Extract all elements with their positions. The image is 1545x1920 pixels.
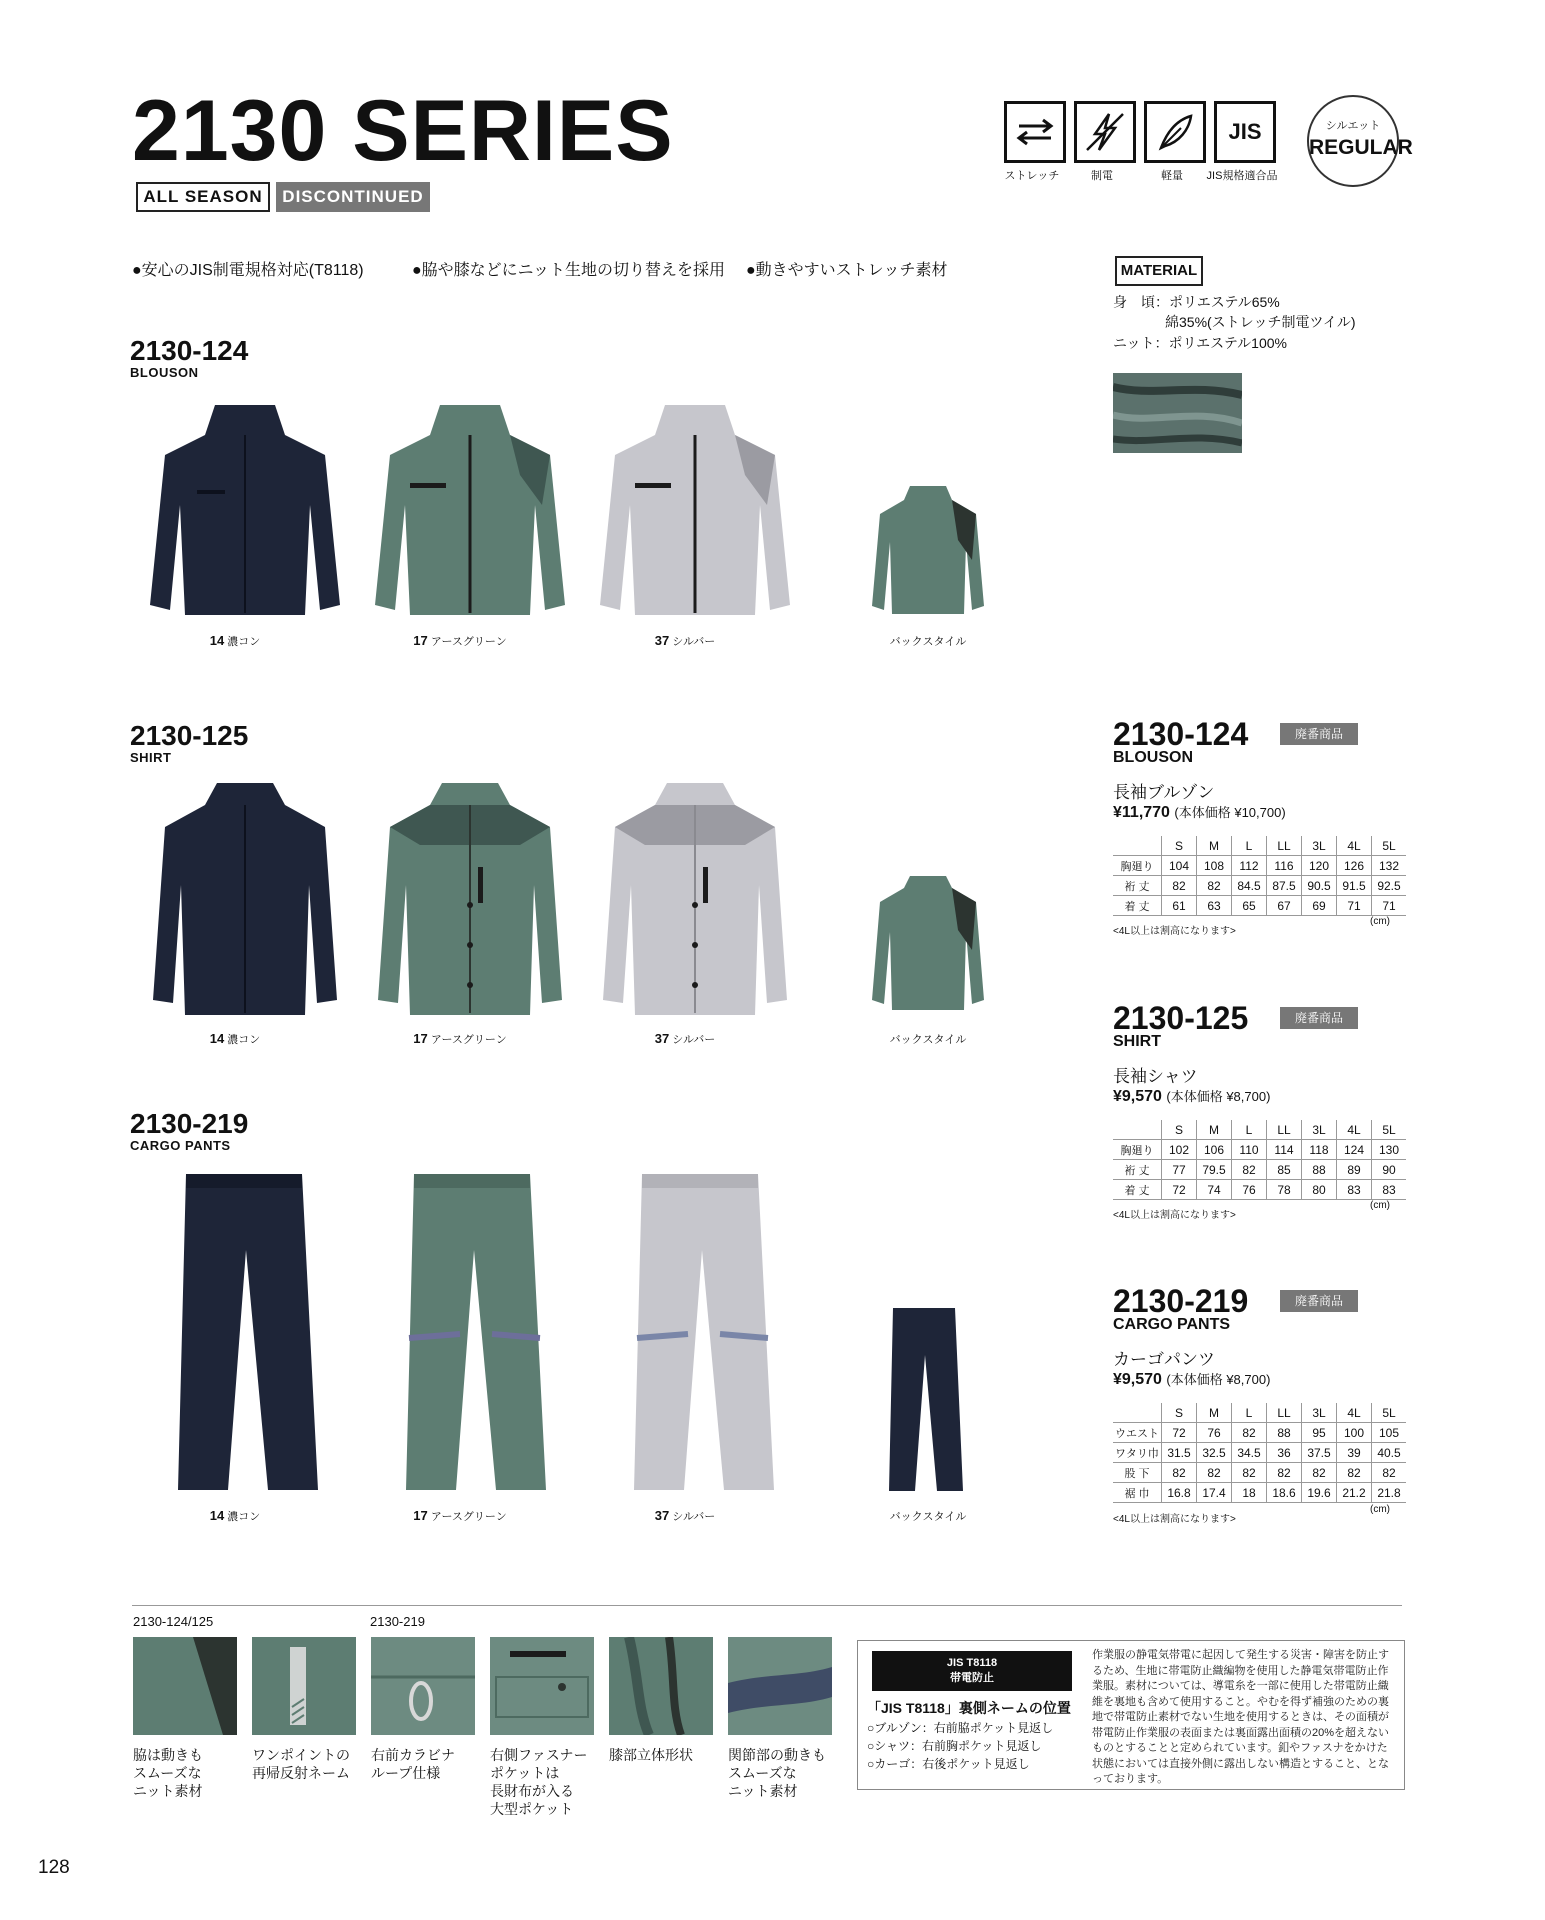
detail-divider (132, 1605, 1402, 1606)
detail-image-2 (252, 1637, 356, 1735)
caption-shirt-17: 17 アースグリーン (413, 1031, 507, 1046)
silhouette-badge (1307, 95, 1413, 187)
product-code-125: 2130-125 (1113, 1000, 1249, 1036)
product-badge-125: 廃番商品 (1280, 1007, 1358, 1029)
product-type-124: BLOUSON (1113, 749, 1193, 766)
caption-cargo-back: バックスタイル (889, 1511, 967, 1523)
product-type-219: CARGO PANTS (1113, 1316, 1231, 1333)
caption-cargo-37: 37 シルバー (654, 1508, 716, 1523)
material-line-2: 綿35%(ストレッチ制電ツイル) (1165, 314, 1356, 330)
product-price-124: ¥11,770 (本体価格 ¥10,700) (1113, 804, 1286, 821)
detail-caption-3: 右前カラビナ ループ仕様 (371, 1747, 455, 1781)
size-unit-219: (cm) (1370, 1504, 1390, 1515)
pants-green-image (400, 1170, 550, 1500)
detail-caption-5: 膝部立体形状 (609, 1747, 693, 1763)
feature-2: ●脇や膝などにニット生地の切り替えを採用 (412, 262, 726, 279)
stretch-icon (1004, 101, 1066, 163)
discontinued-tag: DISCONTINUED (276, 182, 430, 212)
caption-shirt-37: 37 シルバー (654, 1031, 716, 1046)
style-code-shirt: 2130-125 (130, 720, 249, 751)
lightweight-icon (1144, 101, 1206, 163)
product-name-219: カーゴパンツ (1113, 1350, 1215, 1369)
product-name-125: 長袖シャツ (1113, 1067, 1198, 1086)
pants-silver-image (628, 1170, 778, 1500)
jis-label-line-2: 帯電防止 (950, 1672, 994, 1684)
series-title: 2130 SERIES (132, 83, 674, 179)
size-note-125: <4L以上は割高になります> (1113, 1210, 1236, 1221)
product-price-125: ¥9,570 (本体価格 ¥8,700) (1113, 1088, 1271, 1105)
product-code-124: 2130-124 (1113, 716, 1249, 752)
shirt-back-image (868, 870, 988, 1015)
blouson-silver-image (595, 395, 795, 625)
lightweight-label: 軽量 (1161, 170, 1183, 182)
shirt-silver-image (595, 775, 795, 1020)
material-line-3: ニット：ポリエステル100% (1113, 335, 1287, 351)
page-number: 128 (38, 1857, 70, 1878)
detail-group-219: 2130-219 (370, 1614, 425, 1629)
style-type-shirt: SHIRT (130, 750, 172, 765)
shirt-green-image (370, 775, 570, 1020)
fabric-swatch (1113, 373, 1242, 453)
silhouette-label: シルエット (1325, 120, 1381, 132)
product-code-219: 2130-219 (1113, 1283, 1249, 1319)
size-table-124: S M L LL 3L 4L 5L 胸廻り 104 108 112 116 120 126 132 裄 丈 82 82 84.5 87.5 90.5 91.5 92.5 着 丈 61 63 65 67 69 71 71 (1113, 836, 1406, 916)
product-price-219: ¥9,570 (本体価格 ¥8,700) (1113, 1371, 1271, 1388)
jis-label-line-1: JIS T8118 (946, 1657, 998, 1669)
feature-3: ●動きやすいストレッチ素材 (746, 262, 948, 279)
detail-image-1 (133, 1637, 237, 1735)
pants-back-image (885, 1305, 965, 1495)
jis-title: 「JIS T8118」裏側ネームの位置 (867, 1700, 1071, 1716)
antistatic-label: 制電 (1091, 170, 1113, 182)
pants-navy-image (172, 1170, 322, 1500)
product-name-124: 長袖ブルゾン (1113, 783, 1215, 802)
jis-icon: JIS (1214, 101, 1276, 163)
caption-blouson-17: 17 アースグリーン (413, 633, 507, 648)
stretch-label: ストレッチ (1004, 170, 1060, 182)
size-table-219: S M L LL 3L 4L 5L ウエスト 72 76 82 88 95 100 105 ワタリ巾 31.5 32.5 34.5 36 37.5 39 40.5 股 下 82 82 82 82 82 82 82 裾 巾 16.8 17.4 18 18.6 19.6 21.2 21.8 (1113, 1403, 1406, 1503)
antistatic-icon (1074, 101, 1136, 163)
material-line-1: 身 頃：ポリエステル65% (1113, 294, 1280, 310)
caption-shirt-back: バックスタイル (889, 1034, 967, 1046)
detail-group-124-125: 2130-124/125 (133, 1614, 214, 1629)
detail-image-5 (609, 1637, 713, 1735)
detail-caption-6: 関節部の動きも スムーズな ニット素材 (728, 1747, 826, 1799)
size-unit-125: (cm) (1370, 1200, 1390, 1211)
size-table-125: S M L LL 3L 4L 5L 胸廻り 102 106 110 114 118 124 130 裄 丈 77 79.5 82 85 88 89 90 着 丈 72 74 76 78 80 83 83 (1113, 1120, 1406, 1200)
season-tag: ALL SEASON (136, 182, 270, 212)
product-badge-124: 廃番商品 (1280, 723, 1358, 745)
product-badge-219: 廃番商品 (1280, 1290, 1358, 1312)
detail-image-6 (728, 1637, 832, 1735)
style-code-blouson: 2130-124 (130, 335, 249, 366)
jis-description: 作業服の静電気帯電に起因して発生する災害・障害を防止するため、生地に帯電防止織編物を使用した静電気帯電防止作業服。素材については、導電糸を一部に使用した帯電防止織維を裏地も含めて使用すること。やむを得ず補強のための裏地で帯電防止素材でない生地を使用するときは、その面積が帯電防止作業服の表面または裏面露出面積の20%を超えないものとすることと定められています。釦やファスナをかけた状態においては直接外側に露出しない構造とすること、となっております。 (1092, 1649, 1390, 1785)
style-code-cargo: 2130-219 (130, 1108, 249, 1139)
size-note-124: <4L以上は割高になります> (1113, 926, 1236, 937)
size-note-219: <4L以上は割高になります> (1113, 1514, 1236, 1525)
product-type-125: SHIRT (1113, 1033, 1161, 1050)
detail-caption-1: 脇は動きも スムーズな ニット素材 (133, 1747, 203, 1799)
blouson-navy-image (145, 395, 345, 625)
caption-blouson-14: 14 濃コン (209, 633, 261, 648)
material-heading: MATERIAL (1115, 256, 1203, 286)
caption-cargo-17: 17 アースグリーン (413, 1508, 507, 1523)
shirt-navy-image (145, 775, 345, 1020)
caption-cargo-14: 14 濃コン (209, 1508, 261, 1523)
feature-1: ●安心のJIS制電規格対応(T8118) (132, 262, 364, 279)
detail-caption-2: ワンポイントの 再帰反射ネーム (252, 1747, 350, 1781)
style-type-cargo: CARGO PANTS (130, 1138, 231, 1153)
silhouette-value: REGULAR (1309, 136, 1413, 159)
caption-shirt-14: 14 濃コン (209, 1031, 261, 1046)
caption-blouson-37: 37 シルバー (654, 633, 716, 648)
style-type-blouson: BLOUSON (130, 365, 199, 380)
size-unit-124: (cm) (1370, 916, 1390, 927)
jis-label-tag (872, 1651, 1072, 1691)
detail-image-3 (371, 1637, 475, 1735)
detail-image-4 (490, 1637, 594, 1735)
jis-label: JIS規格適合品 (1206, 170, 1278, 182)
blouson-back-image (868, 480, 988, 620)
detail-caption-4: 右側ファスナー ポケットは 長財布が入る 大型ポケット (490, 1747, 588, 1817)
jis-item-3: ○カーゴ：右後ポケット見返し (867, 1757, 1030, 1771)
jis-item-1: ○ブルゾン：右前脇ポケット見返し (867, 1721, 1054, 1735)
blouson-green-image (370, 395, 570, 625)
caption-blouson-back: バックスタイル (889, 636, 967, 648)
jis-item-2: ○シャツ：右前胸ポケット見返し (867, 1739, 1042, 1753)
